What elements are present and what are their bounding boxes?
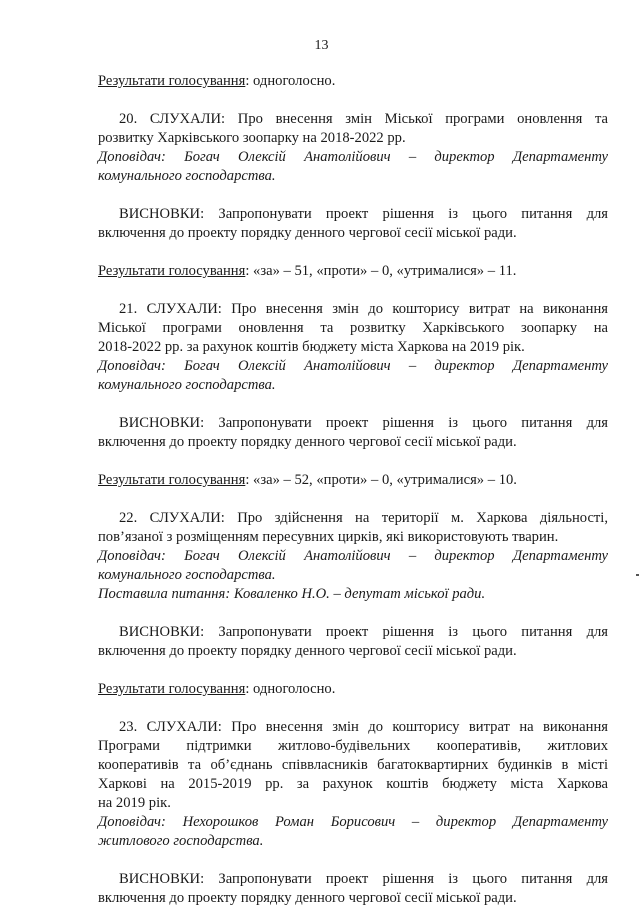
- reporter-line: Доповідач: Богач Олексій Анатолійович – директор Департаменту: [98, 358, 608, 374]
- page-number: 13: [314, 38, 329, 53]
- heard-line: розвитку Харківського зоопарку на 2018-2022 рр.: [98, 130, 406, 146]
- conclusion-line: ВИСНОВКИ: Запропонувати проект рішення із цього питання для: [119, 624, 608, 640]
- heard-line: 20. СЛУХАЛИ: Про внесення змін Міської програми оновлення та: [119, 111, 608, 127]
- agenda-item: [98, 300, 608, 395]
- heard-line: на 2019 рік.: [98, 795, 171, 811]
- document-body: [98, 72, 608, 908]
- spacer: [98, 91, 608, 110]
- reporter-line: Доповідач: Богач Олексій Анатолійович – директор Департаменту: [98, 149, 608, 165]
- reporter-line: житлового господарства.: [98, 833, 264, 849]
- spacer: [98, 243, 608, 262]
- heard-line: кооперативів та об’єднань співвласників багатоквартирних будинків в місті: [98, 757, 608, 773]
- spacer: [98, 851, 608, 870]
- reporter-line: Доповідач: Нехорошков Роман Борисович – директор Департаменту: [98, 814, 608, 830]
- conclusion: [98, 623, 608, 661]
- conclusion-line: включення до проекту порядку денного чергової сесії міської ради.: [98, 225, 517, 241]
- spacer: [98, 395, 608, 414]
- vote-result: [98, 680, 608, 699]
- vote-text: : «за» – 52, «проти» – 0, «утрималися» – 10.: [245, 472, 517, 488]
- vote-text: : «за» – 51, «проти» – 0, «утрималися» – 11.: [245, 263, 517, 279]
- heard-line: 23. СЛУХАЛИ: Про внесення змін до кошторису витрат на виконання: [119, 719, 608, 735]
- conclusion-line: включення до проекту порядку денного чергової сесії міської ради.: [98, 434, 517, 450]
- reporter-line: Доповідач: Богач Олексій Анатолійович – директор Департаменту: [98, 548, 608, 564]
- vote-result: [98, 471, 608, 490]
- vote-text: : одноголосно.: [245, 73, 336, 89]
- heard-line: Харкові на 2015-2019 рр. за рахунок коштів бюджету міста Харкова: [98, 776, 608, 792]
- spacer: [98, 604, 608, 623]
- vote-result: [98, 262, 608, 281]
- heard-line: 2018-2022 рр. за рахунок коштів бюджету міста Харкова на 2019 рік.: [98, 339, 525, 355]
- conclusion-line: включення до проекту порядку денного чергової сесії міської ради.: [98, 643, 517, 659]
- reporter-line: комунального господарства.: [98, 168, 276, 184]
- heard-line: 22. СЛУХАЛИ: Про здійснення на території м. Харкова діяльності,: [119, 510, 608, 526]
- heard-line: 21. СЛУХАЛИ: Про внесення змін до кошторису витрат на виконання: [119, 301, 608, 317]
- vote-label: Результати голосування: [98, 472, 246, 488]
- conclusion-line: ВИСНОВКИ: Запропонувати проект рішення із цього питання для: [119, 415, 608, 431]
- spacer: [98, 490, 608, 509]
- agenda-item: [98, 718, 608, 851]
- spacer: [98, 281, 608, 300]
- reporter-line: комунального господарства.: [98, 567, 276, 583]
- vote-result: [98, 72, 608, 91]
- vote-label: Результати голосування: [98, 73, 246, 89]
- vote-label: Результати голосування: [98, 681, 246, 697]
- reporter-line: Поставила питання: Коваленко Н.О. – депутат міської ради.: [98, 586, 486, 602]
- spacer: [98, 186, 608, 205]
- spacer: [98, 452, 608, 471]
- agenda-item: [98, 509, 608, 604]
- vote-label: Результати голосування: [98, 263, 246, 279]
- heard-line: Міської програми оновлення та розвитку Харківського зоопарку на: [98, 320, 608, 336]
- spacer: [98, 661, 608, 680]
- vote-text: : одноголосно.: [245, 681, 336, 697]
- conclusion: [98, 870, 608, 908]
- conclusion-line: ВИСНОВКИ: Запропонувати проект рішення із цього питання для: [119, 206, 608, 222]
- agenda-item: [98, 110, 608, 186]
- conclusion-line: ВИСНОВКИ: Запропонувати проект рішення із цього питання для: [119, 871, 608, 887]
- conclusion-line: включення до проекту порядку денного чергової сесії міської ради.: [98, 890, 517, 906]
- reporter-line: комунального господарства.: [98, 377, 276, 393]
- conclusion: [98, 414, 608, 452]
- heard-line: Програми підтримки житлово-будівельних кооперативів, житлових: [98, 738, 608, 754]
- conclusion: [98, 205, 608, 243]
- heard-line: пов’язаної з розміщенням пересувних цирків, які використовують тварин.: [98, 529, 559, 545]
- spacer: [98, 699, 608, 718]
- scan-mark: [636, 574, 639, 576]
